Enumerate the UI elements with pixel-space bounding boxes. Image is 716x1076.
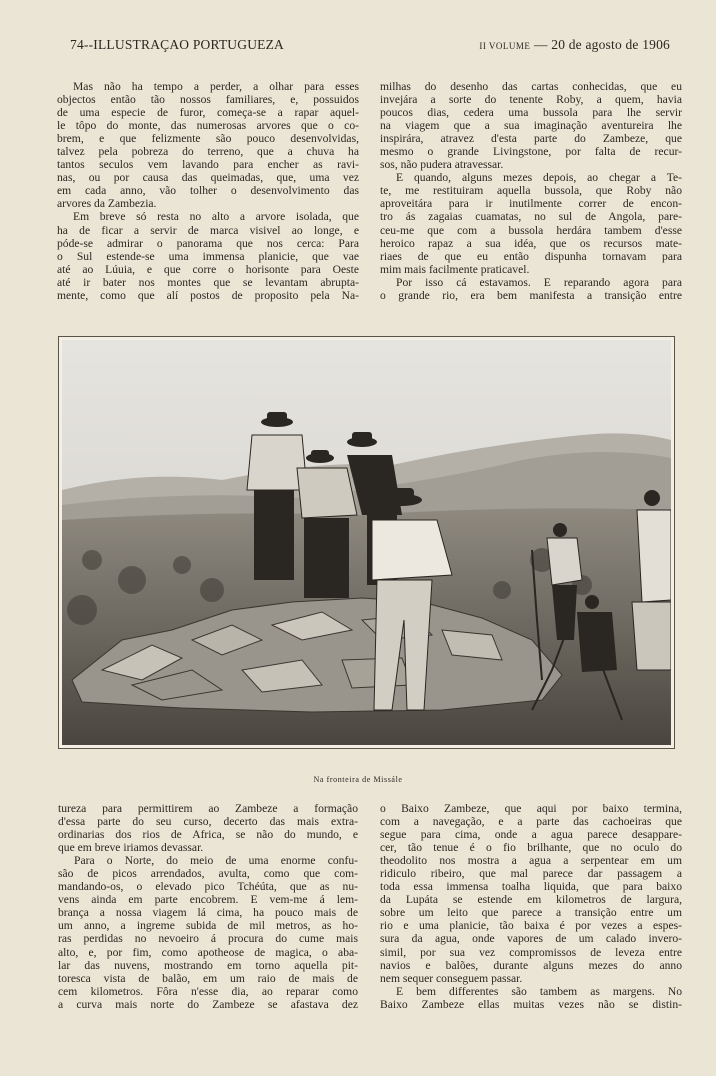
text-line: até ao Lúuia, e que corre o horisonte para Oeste [57,262,359,276]
photograph [58,336,675,749]
text-line: ordinarias dos rios de Africa, se não do mundo, e [58,828,358,842]
text-line: da Lupáta se estende em kilometros de largura, [380,893,682,907]
text-line: tureza para permittirem ao Zambeze a formação [58,802,358,815]
text-line: toda essa immensa toalha liquida, que para baixo [380,880,682,894]
text-line: mandando-os, o elevado pico Tchéúta, que as nu- [58,880,358,894]
text-line: E quando, alguns mezes depois, ao chegar a Te- [396,171,682,185]
text-line: milhas do desenho das cartas conhecidas, que eu [380,80,682,93]
text-line: talvez pela pobreza do terreno, que a chuva ha [57,145,359,159]
text-line: o Baixo Zambeze, que aqui por baixo termina, [380,802,682,815]
text-line: arvores da Zambezia. [57,197,157,211]
text-line: a curva mais norte do Zambeze se afastava dez [58,997,358,1011]
text-line: cem kilometros. Fôra n'esse dia, ao reparar como [58,984,358,998]
text-line: ceu-me que com a bussola herdára tambem d'esse [380,223,682,237]
text-line: Baixo Zambeze ellas muitas vezes não se distin- [380,997,682,1011]
header-date: — 20 de agosto de 1906 [533,37,670,52]
text-line: objectos então tão nossos familiares, e, possuidos [57,93,359,107]
text-line: heroico rapaz a sua idéa, que os recursos mate- [380,236,682,250]
photo-caption: Na fronteira de Missále [313,775,403,784]
text-line: mesmo o grande Livingstone, por falta de recur- [380,145,682,159]
text-line: ridiculo ribeiro, que mal parece dar passagem a [380,867,682,881]
header-volume: II VOLUME [479,41,531,51]
article-column-bottom-left [58,802,358,1011]
text-line: mim mais facilmente praticavel. [380,262,530,276]
text-line: na viagem que a sua imaginação aventureira lhe [380,119,682,133]
text-line: nas, ou por causa das queimadas, que, uma vez [57,171,359,185]
text-line: ras perdidas no nevoeiro á procura do cume mais [58,932,358,946]
text-line: Por isso cá estavamos. E reparando agora para [396,275,682,289]
text-line: rio e uma planicie, tão baixa é por vezes a espes- [380,919,682,933]
text-line: toresca vista de balão, em um raio de mais de [58,971,358,985]
text-line: sos, não pudera atravessar. [380,158,504,172]
text-line: simil, por sua vez compromissos de leveza entre [380,945,682,959]
text-line: te, me restituiram aquella bussola, que Roby não [380,184,682,198]
text-line: ha de ficar a servir de marca visivel ao longe, e [57,223,359,237]
text-line: um anno, a ingreme subida de mil metros, as ho- [58,919,358,933]
article-column-top-left [57,80,359,302]
page-header [70,37,670,57]
text-line: invejára a sorte do tenente Roby, a quem, havia [380,93,682,107]
text-line: nem sequer conseguem passar. [380,971,523,985]
text-line: inspirára, atravez d'esta parte do Zambeze, que [380,132,682,146]
article-column-top-right [380,80,682,302]
text-line: alto, e, por fim, como apotheose de magica, o aba- [58,945,358,959]
article-column-bottom-right [380,802,682,1011]
text-line: segue para cima, onde a agua parece desappare- [380,828,682,842]
text-line: póde-se admirar o panorama que nos cerca: Para [57,236,359,250]
text-line: de uma especie de furor, começa-se a rapar aquel- [57,106,359,120]
text-line: poucos dias, cedera uma bussola para lhe servir [380,106,682,120]
expedition-photo-illustration [62,340,671,745]
text-line: que em breve iriamos devassar. [58,841,204,855]
text-line: sura da agua, onde vapores de um calado invero- [380,932,682,946]
text-line: sobre um leito que parece a transição entre um [380,906,682,920]
text-line: mente, como que alí postos de proposito pela Na- [57,288,359,302]
text-line: Para o Norte, do meio de uma enorme confu- [74,854,358,868]
text-line: brança a nossa viagem lá cima, ha pouco mais de [58,906,358,920]
text-line: brem, e que felizmente são pouco desenvolvidas, [57,132,359,146]
text-line: vens ainda em parte encobrem. E vem-me á lem- [58,893,358,907]
text-line: com a navegação, e a parte das cachoeiras que [380,815,682,829]
text-line: riaes de que eu então dispunha tornavam para [380,249,682,263]
text-line: d'essa parte do seu curso, decerto das mais extra- [58,815,358,829]
text-line: aproveitára para ir inutilmente correr de encon- [380,197,682,211]
text-line: em cada anno, vão tolher o desenvolvimento das [57,184,359,198]
header-issue-info [479,37,670,53]
text-line: o Sul estende-se uma immensa planicie, que vae [57,249,359,263]
text-line: cer, tão tenue é o fio brilhante, que no oculo do [380,841,682,855]
text-line: até ir bater nos montes que se levantam abrupta- [57,275,359,289]
text-line: tantos seculos vem lavando para encher as ravi- [57,158,359,172]
text-line: E bem differentes são tambem as margens. No [396,984,682,998]
text-line: lar das nuvens, mostrando em torno aquella pit- [58,958,358,972]
text-line: Mas não ha tempo a perder, a olhar para esses [73,80,359,93]
text-line: navios e balões, durante alguns mezes do anno [380,958,682,972]
text-line: Em breve só resta no alto a arvore isolada, que [73,210,359,224]
header-page-title: 74--ILLUSTRAÇAO PORTUGUEZA [70,37,285,52]
text-line: tro ás zagaias cuamatas, no sul de Angola, pare- [380,210,682,224]
text-line: são de picos arrendados, avulta, como que com- [58,867,358,881]
text-line: o grande rio, era bem manifesta a transição entre [380,288,682,302]
text-line: theodolito nos mostra a agua a serpentear em um [380,854,682,868]
text-line: le tôpo do monte, das numerosas arvores que o co- [57,119,359,133]
